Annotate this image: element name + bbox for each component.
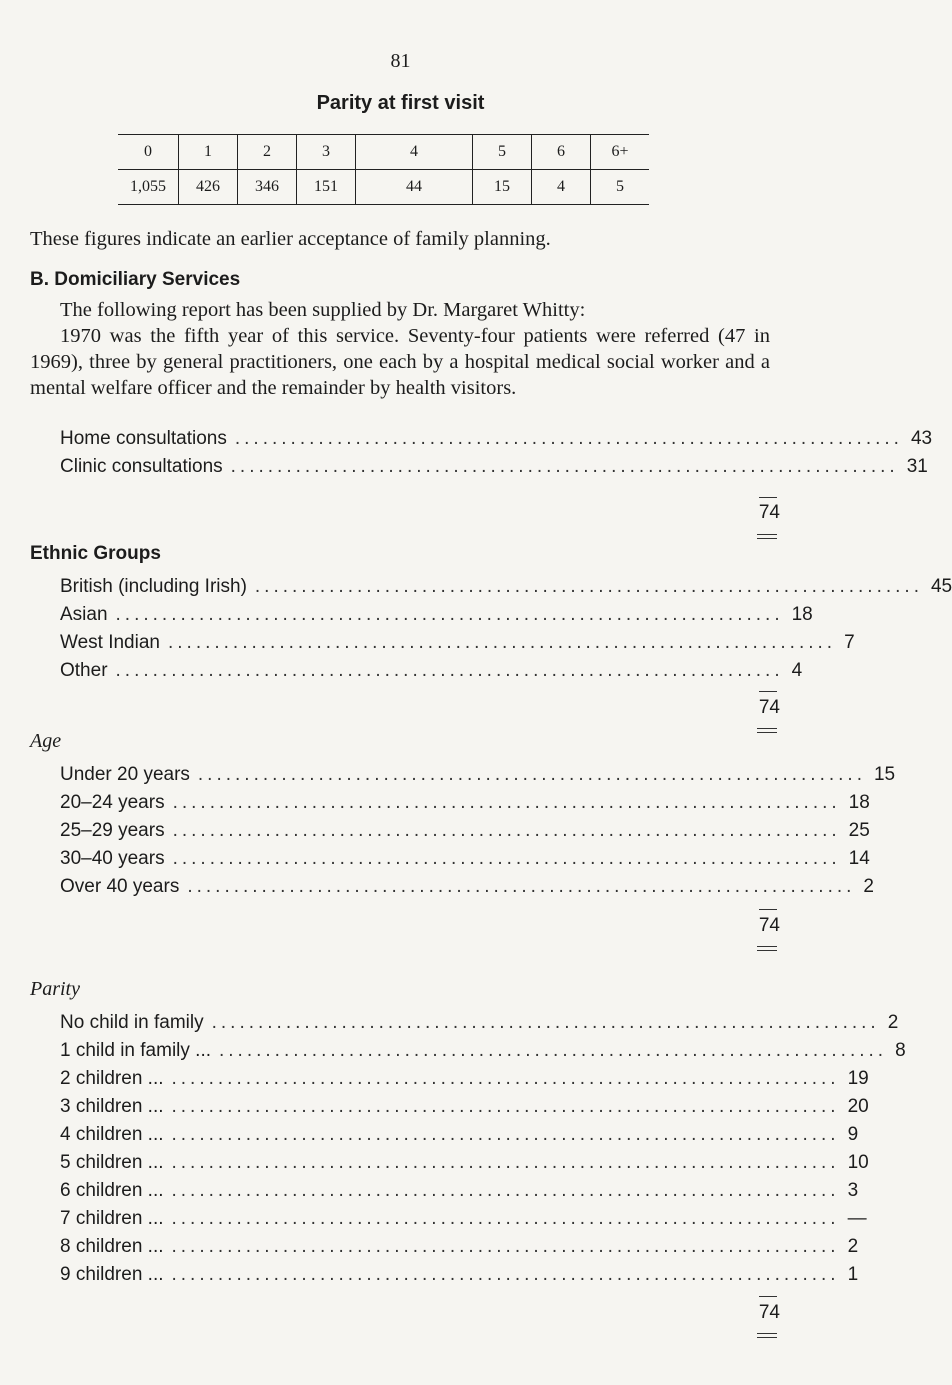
list-item bbox=[60, 660, 803, 686]
value-cell: 4 bbox=[532, 170, 591, 205]
list-item bbox=[60, 632, 855, 658]
row-label: West Indian bbox=[60, 632, 160, 653]
list-item bbox=[60, 1068, 869, 1094]
row-value: 3 bbox=[847, 1180, 859, 1201]
list-item bbox=[60, 1180, 859, 1206]
age-total: 74 bbox=[758, 915, 780, 936]
leader-dots: ........................................................................ bbox=[219, 1040, 888, 1061]
row-value: 4 bbox=[791, 660, 803, 681]
row-value: 7 bbox=[844, 632, 855, 653]
value-cell: 5 bbox=[591, 170, 650, 205]
list-item bbox=[60, 1040, 906, 1066]
leader-dots: ........................................................................ bbox=[171, 1180, 840, 1201]
leader-dots: ........................................................................ bbox=[167, 632, 837, 653]
list-item bbox=[60, 428, 933, 454]
row-label: Home consultations bbox=[60, 428, 227, 449]
row-value: 9 bbox=[847, 1124, 859, 1145]
note-paragraph: These figures indicate an earlier acceptance of family planning. bbox=[30, 228, 551, 250]
table-title: Parity at first visit bbox=[316, 92, 485, 114]
page-number: 81 bbox=[390, 50, 411, 72]
section-b-heading: B. Domiciliary Services bbox=[30, 269, 241, 290]
list-item bbox=[60, 1124, 859, 1150]
row-value: 2 bbox=[847, 1236, 859, 1257]
consultations-total: 74 bbox=[758, 502, 780, 523]
row-value: 14 bbox=[848, 848, 870, 869]
value-cell: 44 bbox=[356, 170, 473, 205]
list-item bbox=[60, 1152, 869, 1178]
header-cell: 5 bbox=[473, 135, 532, 170]
parity-heading: Parity bbox=[30, 978, 80, 1000]
row-label: 2 children ... bbox=[60, 1068, 164, 1089]
list-item bbox=[60, 1236, 859, 1262]
row-label: 6 children ... bbox=[60, 1180, 164, 1201]
leader-dots: ........................................................................ bbox=[171, 1236, 840, 1257]
ethnic-total: 74 bbox=[758, 697, 780, 718]
intro-paragraph: The following report has been supplied by Dr. Margaret Whitty: bbox=[60, 299, 586, 321]
leader-dots: ........................................................................ bbox=[187, 876, 856, 897]
leader-dots: ........................................................................ bbox=[211, 1012, 880, 1033]
list-item bbox=[60, 456, 928, 482]
subtotal-rule bbox=[759, 909, 777, 910]
parity-total: 74 bbox=[758, 1302, 780, 1323]
list-item bbox=[60, 1264, 859, 1290]
row-value: 18 bbox=[848, 792, 870, 813]
row-label: No child in family bbox=[60, 1012, 204, 1033]
leader-dots: ........................................................................ bbox=[254, 576, 923, 597]
header-cell: 2 bbox=[238, 135, 297, 170]
row-value: 43 bbox=[910, 428, 933, 449]
row-label: 3 children ... bbox=[60, 1096, 164, 1117]
row-value: 10 bbox=[847, 1152, 869, 1173]
row-value: 18 bbox=[791, 604, 813, 625]
row-value: 19 bbox=[847, 1068, 869, 1089]
list-item bbox=[60, 604, 813, 630]
header-cell: 6+ bbox=[591, 135, 650, 170]
row-label: Over 40 years bbox=[60, 876, 180, 897]
row-label: Under 20 years bbox=[60, 764, 190, 785]
ethnic-groups-heading: Ethnic Groups bbox=[30, 543, 161, 564]
value-cell: 426 bbox=[179, 170, 238, 205]
row-label: 9 children ... bbox=[60, 1264, 164, 1285]
list-item bbox=[60, 876, 874, 902]
list-item bbox=[60, 1096, 869, 1122]
total-double-rule bbox=[757, 728, 777, 733]
row-label: 8 children ... bbox=[60, 1236, 164, 1257]
row-value: 8 bbox=[895, 1040, 906, 1061]
row-value: 2 bbox=[863, 876, 874, 897]
row-value: 31 bbox=[906, 456, 928, 477]
subtotal-rule bbox=[759, 497, 777, 498]
row-value: 1 bbox=[847, 1264, 859, 1285]
leader-dots: ........................................................................ bbox=[115, 604, 784, 625]
value-cell: 15 bbox=[473, 170, 532, 205]
list-item bbox=[60, 576, 952, 602]
leader-dots: ........................................................................ bbox=[230, 456, 899, 477]
row-value: 25 bbox=[848, 820, 870, 841]
leader-dots: ........................................................................ bbox=[171, 1124, 840, 1145]
leader-dots: ........................................................................ bbox=[171, 1264, 840, 1285]
row-value: 2 bbox=[887, 1012, 899, 1033]
subtotal-rule bbox=[759, 691, 777, 692]
row-value: 20 bbox=[847, 1096, 869, 1117]
row-label: 5 children ... bbox=[60, 1152, 164, 1173]
row-label: 4 children ... bbox=[60, 1124, 164, 1145]
value-cell: 151 bbox=[297, 170, 356, 205]
list-item bbox=[60, 848, 870, 874]
row-label: 1 child in family ... bbox=[60, 1040, 211, 1061]
leader-dots: ........................................................................ bbox=[172, 848, 841, 869]
list-item bbox=[60, 1012, 899, 1038]
parity-at-first-visit-table bbox=[118, 134, 649, 205]
row-value: 45 bbox=[930, 576, 952, 597]
leader-dots: ........................................................................ bbox=[171, 1096, 840, 1117]
row-label: 20–24 years bbox=[60, 792, 165, 813]
header-cell: 1 bbox=[179, 135, 238, 170]
total-double-rule bbox=[757, 946, 777, 951]
row-label: Asian bbox=[60, 604, 108, 625]
list-item bbox=[60, 764, 896, 790]
leader-dots: ........................................................................ bbox=[172, 820, 841, 841]
table-values-row bbox=[118, 170, 649, 205]
leader-dots: ........................................................................ bbox=[171, 1208, 840, 1229]
leader-dots: ........................................................................ bbox=[171, 1068, 840, 1089]
table-header-row bbox=[118, 135, 649, 170]
row-value: 15 bbox=[873, 764, 896, 785]
header-cell: 3 bbox=[297, 135, 356, 170]
leader-dots: ........................................................................ bbox=[171, 1152, 840, 1173]
row-label: 25–29 years bbox=[60, 820, 165, 841]
leader-dots: ........................................................................ bbox=[197, 764, 866, 785]
value-cell: 346 bbox=[238, 170, 297, 205]
row-label: 30–40 years bbox=[60, 848, 165, 869]
leader-dots: ........................................................................ bbox=[115, 660, 784, 681]
row-label: Other bbox=[60, 660, 108, 681]
list-item bbox=[60, 792, 870, 818]
report-paragraph: 1970 was the fifth year of this service. Seventy-four patients were referred (47 in 1969), three by general practitioners, one each by a hospital medical social worker and a mental welfare officer and the remainder by health visitors. bbox=[30, 325, 770, 399]
row-label: 7 children ... bbox=[60, 1208, 164, 1229]
row-value: — bbox=[847, 1208, 867, 1229]
row-label: Clinic consultations bbox=[60, 456, 223, 477]
value-cell: 1,055 bbox=[118, 170, 179, 205]
subtotal-rule bbox=[759, 1296, 777, 1297]
list-item bbox=[60, 820, 870, 846]
leader-dots: ........................................................................ bbox=[234, 428, 903, 449]
total-double-rule bbox=[757, 1333, 777, 1338]
header-cell: 6 bbox=[532, 135, 591, 170]
header-cell: 4 bbox=[356, 135, 473, 170]
age-heading: Age bbox=[30, 730, 62, 752]
leader-dots: ........................................................................ bbox=[172, 792, 841, 813]
header-cell: 0 bbox=[118, 135, 179, 170]
total-double-rule bbox=[757, 534, 777, 539]
list-item bbox=[60, 1208, 867, 1234]
row-label: British (including Irish) bbox=[60, 576, 247, 597]
